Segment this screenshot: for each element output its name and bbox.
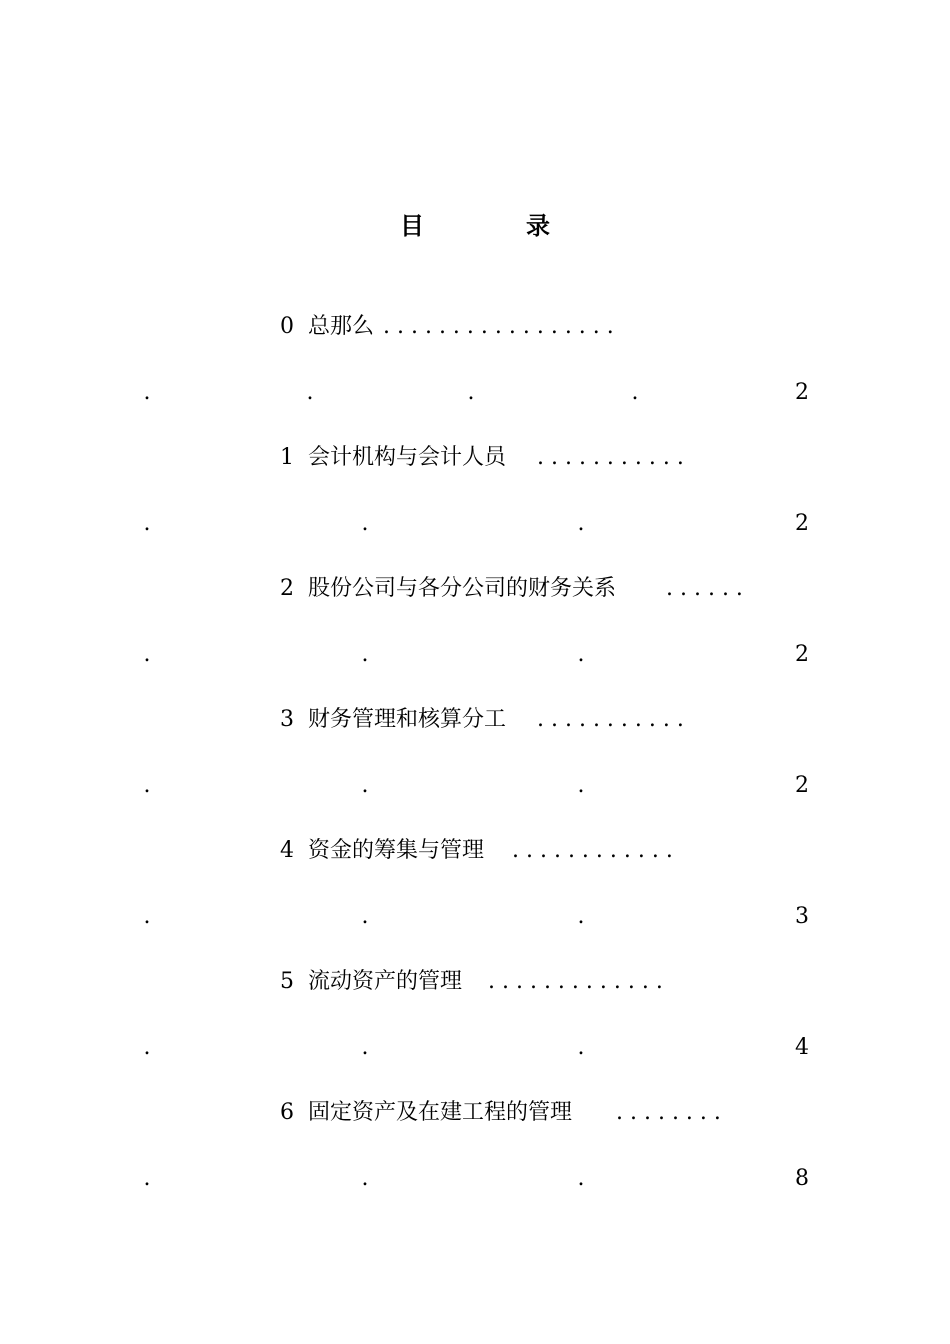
leader-dot: . xyxy=(143,904,151,929)
toc-entry-text: 资金的筹集与管理 xyxy=(308,838,485,863)
toc-entry-text: 固定资产及在建工程的管理 xyxy=(308,1100,573,1125)
leader-dot: . xyxy=(143,642,151,667)
toc-page-number: 4 xyxy=(795,1035,809,1060)
leader-dot: . xyxy=(577,1166,585,1191)
toc-entry[interactable] xyxy=(0,310,950,450)
toc-entry-number: 3 xyxy=(280,707,294,732)
toc-entry[interactable] xyxy=(0,703,950,843)
toc-entry-number: 4 xyxy=(280,838,294,863)
toc-entry-text: 股份公司与各分公司的财务关系 xyxy=(308,576,617,601)
toc-leader-dots: . . . . . . . . xyxy=(616,1100,721,1125)
toc-leader-line xyxy=(0,1031,950,1065)
toc-entry-text: 会计机构与会计人员 xyxy=(308,445,507,470)
leader-dot: . xyxy=(577,1035,585,1060)
toc-entry-heading xyxy=(280,1096,572,1130)
toc-entry-number: 2 xyxy=(280,576,294,601)
leader-dot: . xyxy=(361,511,369,536)
toc-entry[interactable] xyxy=(0,965,950,1105)
toc-entry-text: 流动资产的管理 xyxy=(308,969,463,994)
toc-entry-number: 0 xyxy=(280,314,294,339)
leader-dot: . xyxy=(361,904,369,929)
leader-dot: . xyxy=(143,1166,151,1191)
leader-dot: . xyxy=(577,904,585,929)
toc-entry-heading xyxy=(280,441,506,475)
toc-page-number: 2 xyxy=(795,511,809,536)
toc-leader-dots: . . . . . . . . . . . . . xyxy=(488,969,663,994)
toc-page-number: 2 xyxy=(795,642,809,667)
toc-leader-dots: . . . . . . . . . . . . . . . . . xyxy=(383,314,614,339)
leader-dot: . xyxy=(143,773,151,798)
toc-page-number: 2 xyxy=(795,773,809,798)
toc-entry[interactable] xyxy=(0,1096,950,1236)
title-char-1: 目 xyxy=(400,211,424,240)
toc-entry-text: 财务管理和核算分工 xyxy=(308,707,507,732)
leader-dot: . xyxy=(467,380,475,405)
leader-dot: . xyxy=(143,380,151,405)
toc-leader-line xyxy=(0,900,950,934)
leader-dot: . xyxy=(361,642,369,667)
toc-entry[interactable] xyxy=(0,834,950,974)
toc-entry-heading xyxy=(280,572,616,606)
title-char-2: 录 xyxy=(526,211,550,240)
leader-dot: . xyxy=(577,642,585,667)
leader-dot: . xyxy=(361,773,369,798)
toc-leader-dots: . . . . . . . . . . . . xyxy=(512,838,673,863)
toc-page-number: 2 xyxy=(795,380,809,405)
toc-leader-dots: . . . . . . xyxy=(666,576,743,601)
toc-leader-line xyxy=(0,769,950,803)
leader-dot: . xyxy=(143,1035,151,1060)
toc-entry-heading xyxy=(280,965,462,999)
toc-leader-dots: . . . . . . . . . . . xyxy=(537,707,684,732)
toc-entry-number: 1 xyxy=(280,445,294,470)
leader-dot: . xyxy=(361,1035,369,1060)
toc-leader-line xyxy=(0,507,950,541)
leader-dot: . xyxy=(631,380,639,405)
toc-entry-heading xyxy=(280,310,374,344)
toc-entry[interactable] xyxy=(0,441,950,581)
toc-entry-heading xyxy=(280,703,506,737)
leader-dot: . xyxy=(306,380,314,405)
toc-leader-dots: . . . . . . . . . . . xyxy=(537,445,684,470)
leader-dot: . xyxy=(361,1166,369,1191)
toc-leader-line xyxy=(0,1162,950,1196)
toc-entry-number: 5 xyxy=(280,969,294,994)
toc-entry-text: 总那么 xyxy=(308,314,375,339)
toc-entry[interactable] xyxy=(0,572,950,712)
toc-page-number: 8 xyxy=(795,1166,809,1191)
toc-entry-heading xyxy=(280,834,484,868)
toc-leader-line xyxy=(0,638,950,672)
toc-page-number: 3 xyxy=(795,904,809,929)
leader-dot: . xyxy=(577,511,585,536)
page-title xyxy=(0,208,950,244)
leader-dot: . xyxy=(577,773,585,798)
toc-leader-line xyxy=(0,376,950,410)
toc-entry-number: 6 xyxy=(280,1100,294,1125)
leader-dot: . xyxy=(143,511,151,536)
